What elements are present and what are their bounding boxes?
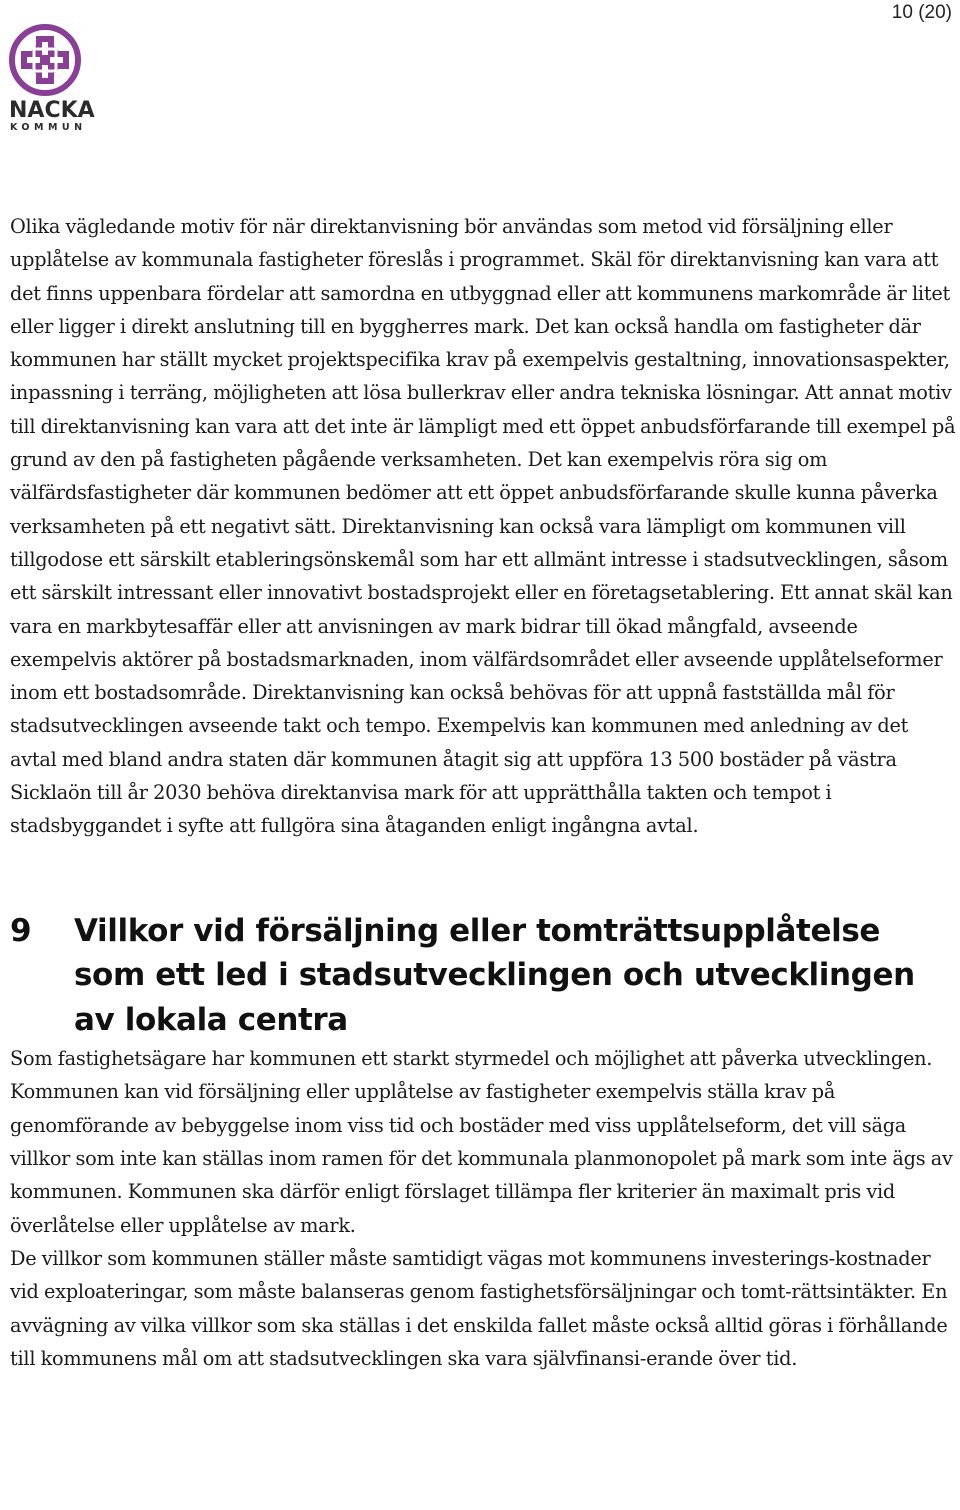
paragraph-villkor: De villkor som kommunen ställer måste samtidigt vägas mot kommunens investerings-kostnader vid exploateringar, som måste balanseras genom fastighetsförsäljningar och tomt-rättsintäkter. En avvägning av vilka villkor som ska ställas i det enskilda fallet måste också alltid göras i förhållande till kommunens mål om att stadsutvecklingen ska vara självfinansi-erande över tid. — [10, 1246, 948, 1370]
page-number: 10 (20) — [891, 2, 952, 23]
paragraph-direktanvisning-motiv: Olika vägledande motiv för när direktanvisning bör användas som metod vid försäljning eller upplåtelse av kommunala fastigheter föreslås i programmet. Skäl för direktanvisning kan vara att det finns uppenbara fördelar att samordna en utbyggnad eller att kommunens markområde är litet eller ligger i direkt anslutning till en byggherres mark. Det kan också handla om fastigheter där kommunen har ställt mycket projektspecifika krav på exempelvis gestaltning, innovationsaspekter, inpassning i terräng, möjligheten att lösa bullerkrav eller andra tekniska lösningar. Att annat motiv till direktanvisning kan vara att det inte är lämpligt med ett öppet anbudsförfarande till exempel på grund av den på fastigheten pågående verksamheten. Det kan exempelvis röra sig om välfärdsfastigheter där kommunen bedömer att ett öppet anbudsförfarande skulle kunna påverka verksamheten på ett negativt sätt. Direktanvisning kan också vara lämpligt om kommunen vill tillgodose ett särskilt etableringsönskemål som har ett allmänt intresse i stadsutvecklingen, såsom ett särskilt intressant eller innovativt bostadsprojekt eller en företagsetablering. Ett annat skäl kan vara en markbytesaffär eller att anvisningen av mark bidrar till ökad mångfald, avseende exempelvis aktörer på bostadsmarknaden, inom välfärdsområdet eller avseende upplåtelseformer inom ett bostadsområde. Direktanvisning kan också behövas för att uppnå fastställda mål för stadsutvecklingen avseende takt och tempo. Exempelvis kan kommunen med anledning av det avtal med bland andra staten där kommunen åtagit sig att uppföra 13 500 bostäder på västra Sicklaön till år 2030 behöva direktanvisa mark för att upprätthålla takten och tempot i stadsbyggandet i syfte att fullgöra sina åtaganden enligt ingångna avtal. — [10, 215, 956, 838]
logo-name: NACKA — [9, 98, 95, 123]
section-number: 9 — [10, 912, 32, 949]
document-body — [10, 210, 958, 1375]
paragraph-fastighetsagare: Som fastighetsägare har kommunen ett starkt styrmedel och möjlighet att påverka utvecklingen. Kommunen kan vid försäljning eller upplåtelse av fastigheter exempelvis ställa krav på genomförande av bebyggelse inom viss tid och bostäder med viss upplåtelseform, det vill säga villkor som inte kan ställas inom ramen för det kommunala planmonopolet på mark som inte ägs av kommunen. Kommunen ska därför enligt förslaget tillämpa fler kriterier än maximalt pris vid överlåtelse eller upplåtelse av mark. — [10, 1047, 953, 1237]
nacka-emblem-icon — [7, 22, 83, 98]
nacka-kommun-logo — [7, 22, 95, 134]
section-title: Villkor vid försäljning eller tomträttsupplåtelse som ett led i stadsutvecklingen och utvecklingen av lokala centra — [74, 912, 915, 1038]
logo-subtitle: KOMMUN — [10, 122, 87, 133]
section-heading — [10, 909, 958, 1043]
